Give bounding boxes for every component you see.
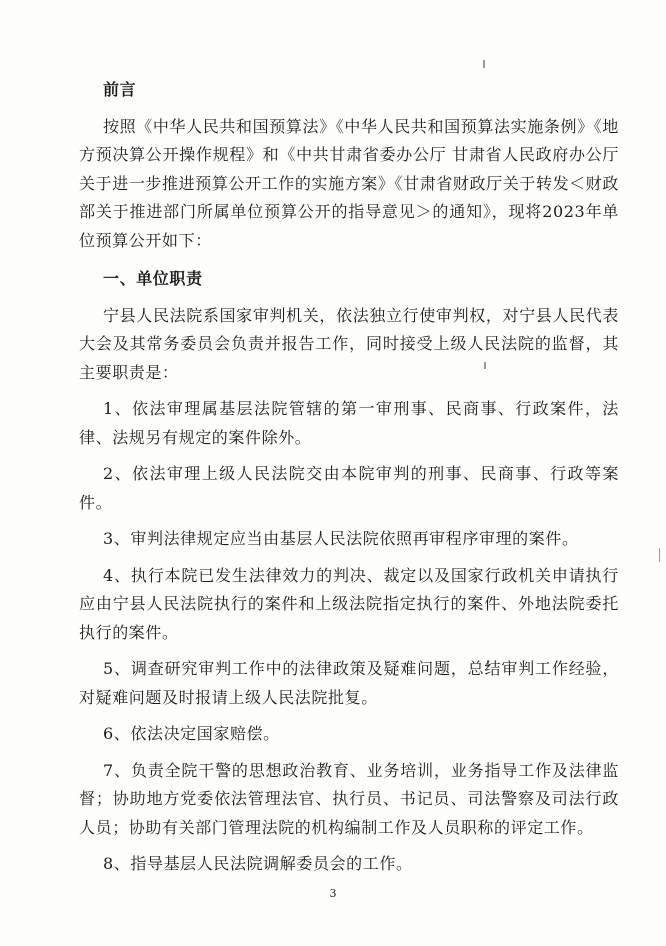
section-heading: 一、单位职责 — [103, 269, 203, 288]
duty-item-3: 3、审判法律规定应当由基层人民法院依照再审程序审理的案件。 — [103, 529, 579, 548]
document-body — [79, 76, 619, 879]
duty-item-8: 8、指导基层人民法院调解委员会的工作。 — [103, 854, 413, 873]
preface-paragraph: 按照《中华人民共和国预算法》《中华人民共和国预算法实施条例》《地方预决算公开操作规程》和《中共甘肃省委办公厅 甘肃省人民政府办公厅关于进一步推进预算公开工作的实施方案》《甘肃省财政厅关于转发＜财政部关于推进部门所属单位预算公开的指导意见＞的通知》，现将2023年单位预算公开如下： — [79, 116, 619, 250]
duty-item-6: 6、依法决定国家赔偿。 — [103, 724, 280, 743]
section-intro-paragraph: 宁县人民法院系国家审判机关，依法独立行使审判权，对宁县人民代表大会及其常务委员会负责并报告工作，同时接受上级人民法院的监督，其主要职责是： — [79, 305, 619, 382]
duty-item-2: 2、依法审理上级人民法院交由本院审判的刑事、民商事、行政等案件。 — [79, 464, 619, 512]
duty-item-4: 4、执行本院已发生法律效力的判决、裁定以及国家行政机关申请执行应由宁县人民法院执行的案件和上级法院指定执行的案件、外地法院委托执行的案件。 — [79, 565, 619, 642]
preface-heading: 前言 — [103, 80, 137, 99]
scan-mark-edge — [659, 548, 660, 562]
scan-mark-top — [483, 60, 485, 68]
duty-item-5: 5、调查研究审判工作中的法律政策及疑难问题，总结审判工作经验，对疑难问题及时报请上级人民法院批复。 — [79, 659, 619, 707]
page-number: 3 — [329, 887, 337, 900]
duty-item-1: 1、依法审理属基层法院管辖的第一审刑事、民商事、行政案件，法律、法规另有规定的案件除外。 — [79, 399, 619, 447]
duty-item-7: 7、负责全院干警的思想政治教育、业务培训，业务指导工作及法律监督；协助地方党委依法管理法官、执行员、书记员、司法警察及司法行政人员；协助有关部门管理法院的机构编制工作及人员职称的评定工作。 — [79, 760, 619, 837]
